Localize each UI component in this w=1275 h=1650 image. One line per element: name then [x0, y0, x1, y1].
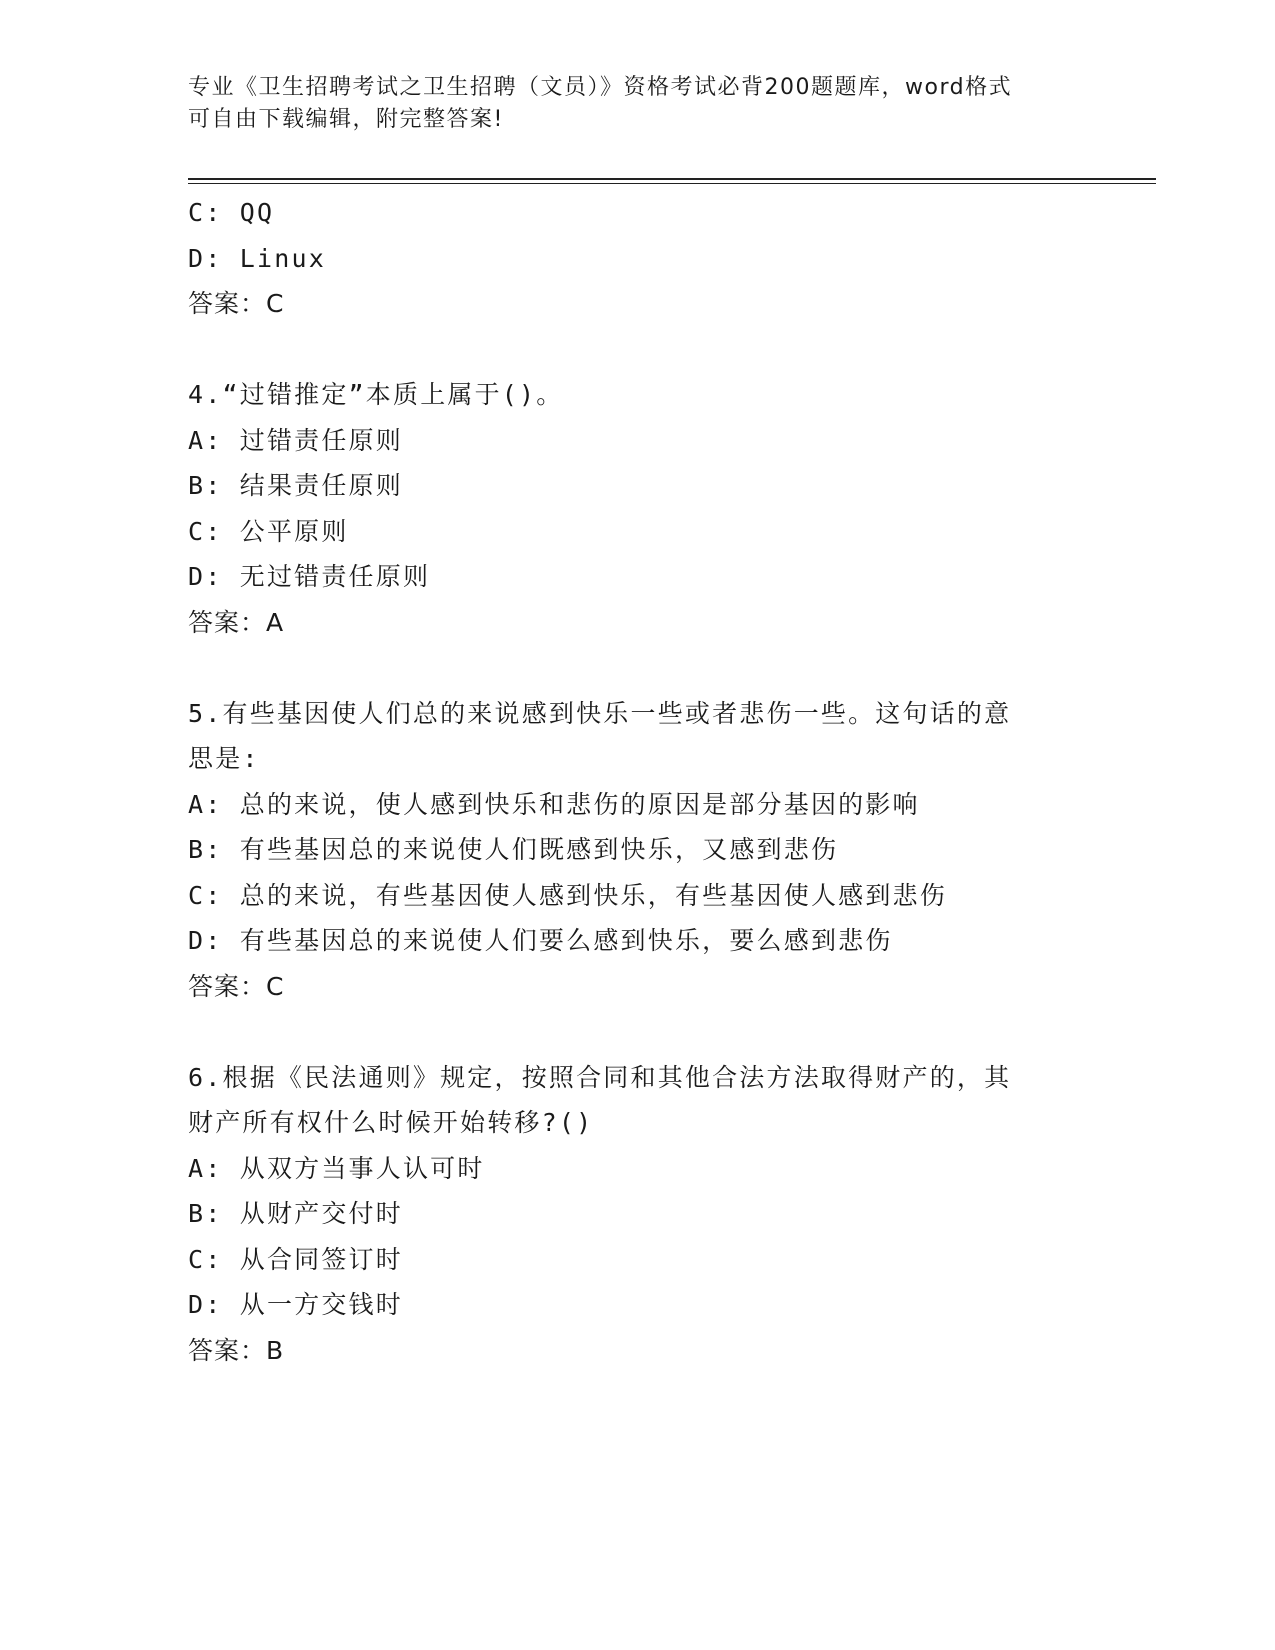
question-stem: 4.“过错推定”本质上属于()。: [188, 380, 564, 409]
question-4: [188, 372, 1088, 645]
header-divider-thin: [188, 183, 1156, 184]
question-list: [188, 190, 1088, 1373]
option-b: B: 结果责任原则: [188, 471, 403, 500]
option-a: A: 过错责任原则: [188, 425, 403, 455]
question-3: [188, 190, 1088, 327]
option-c: C: QQ: [188, 198, 275, 227]
header-line-1: 专业《卫生招聘考试之卫生招聘（文员）》资格考试必背200题题库，word格式: [188, 75, 1013, 100]
option-d: D: 无过错责任原则: [188, 562, 431, 591]
spacer: [188, 327, 1088, 373]
answer: 答案：B: [188, 1335, 285, 1365]
spacer: [188, 645, 1088, 691]
spacer: [188, 1009, 1088, 1055]
option-c: C: 从合同签订时: [188, 1244, 403, 1274]
answer: 答案：A: [188, 607, 285, 637]
question-stem-cont: 财产所有权什么时候开始转移?(): [188, 1108, 594, 1137]
header-line-2: 可自由下载编辑，附完整答案!: [188, 107, 504, 132]
question-stem: 5.有些基因使人们总的来说感到快乐一些或者悲伤一些。这句话的意: [188, 698, 1012, 728]
option-d: D: 有些基因总的来说使人们要么感到快乐，要么感到悲伤: [188, 926, 893, 955]
answer: 答案：C: [188, 289, 285, 318]
question-6: [188, 1055, 1088, 1374]
option-c: C: 公平原则: [188, 516, 349, 546]
option-d: D: 从一方交钱时: [188, 1290, 403, 1319]
option-c: C: 总的来说，有些基因使人感到快乐，有些基因使人感到悲伤: [188, 880, 947, 910]
question-5: [188, 691, 1088, 1010]
question-stem: 6.根据《民法通则》规定，按照合同和其他合法方法取得财产的，其: [188, 1062, 1012, 1092]
header-divider: [188, 178, 1156, 180]
option-a: A: 总的来说，使人感到快乐和悲伤的原因是部分基因的影响: [188, 789, 920, 819]
option-b: B: 从财产交付时: [188, 1199, 403, 1228]
option-b: B: 有些基因总的来说使人们既感到快乐，又感到悲伤: [188, 835, 839, 864]
option-d: D: Linux: [188, 243, 327, 273]
option-a: A: 从双方当事人认可时: [188, 1153, 485, 1183]
question-stem-cont: 思是:: [188, 744, 260, 773]
answer: 答案：C: [188, 971, 285, 1001]
document-header: [188, 72, 1088, 136]
